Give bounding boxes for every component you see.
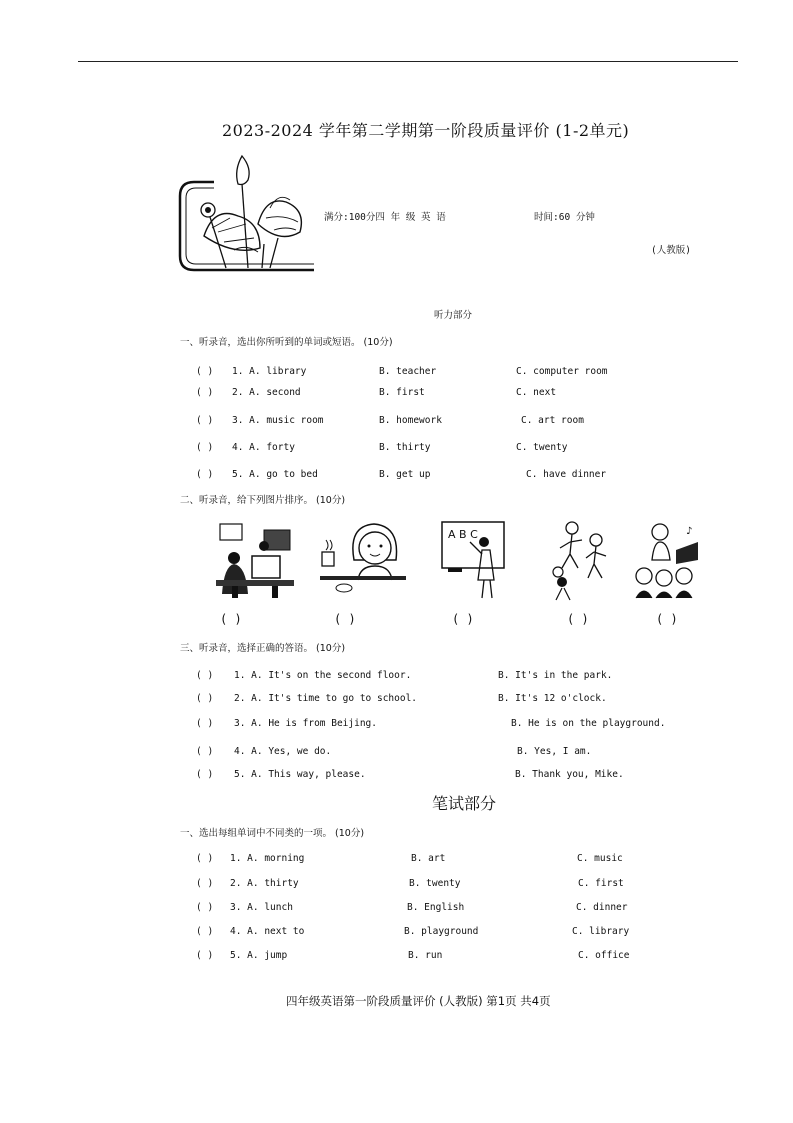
option-c: C. have dinner xyxy=(526,469,607,480)
list-item xyxy=(0,853,793,867)
computer-room-picture-icon xyxy=(212,520,298,600)
option-b: B. first xyxy=(379,387,425,398)
listening-part3-heading: 三、听录音，选择正确的答语。 (10分) xyxy=(180,643,346,654)
option-b: B. get up xyxy=(379,469,431,480)
answer-blank[interactable]: ( ) xyxy=(196,469,214,480)
answer-blank[interactable]: ( ) xyxy=(196,415,214,426)
option-b: B. It's in the park. xyxy=(498,670,613,681)
option-a: 5. A. jump xyxy=(230,950,288,961)
list-item xyxy=(0,950,793,964)
answer-blank[interactable]: ( ) xyxy=(196,902,214,913)
option-a: 1. A. morning xyxy=(230,853,305,864)
option-a: 3. A. music room xyxy=(232,415,324,426)
option-b: B. twenty xyxy=(409,878,461,889)
order-blank-4[interactable]: ( ) xyxy=(567,612,589,626)
option-b: B. Yes, I am. xyxy=(517,746,592,757)
answer-blank[interactable]: ( ) xyxy=(196,366,214,377)
order-blank-1[interactable]: ( ) xyxy=(220,612,242,626)
list-item xyxy=(0,670,793,684)
option-a: 1. A. It's on the second floor. xyxy=(234,670,412,681)
option-b: B. homework xyxy=(379,415,442,426)
option-a: 3. A. lunch xyxy=(230,902,293,913)
list-item xyxy=(0,693,793,707)
option-a: 4. A. forty xyxy=(232,442,295,453)
answer-blank[interactable]: ( ) xyxy=(196,746,214,757)
listening-part1-heading: 一、听录音，选出你所听到的单词或短语。 (10分) xyxy=(180,337,393,348)
answer-blank[interactable]: ( ) xyxy=(196,387,214,398)
option-b: B. thirty xyxy=(379,442,431,453)
answer-blank[interactable]: ( ) xyxy=(196,718,214,729)
answer-blank[interactable]: ( ) xyxy=(196,769,214,780)
option-a: 4. A. Yes, we do. xyxy=(234,746,332,757)
option-a: 2. A. It's time to go to school. xyxy=(234,693,418,704)
page-footer: 四年级英语第一阶段质量评价 (人教版) 第1页 共4页 xyxy=(286,994,551,1008)
option-c: C. art room xyxy=(521,415,584,426)
option-b: B. run xyxy=(408,950,443,961)
answer-blank[interactable]: ( ) xyxy=(196,950,214,961)
option-b: B. He is on the playground. xyxy=(511,718,666,729)
option-c: C. library xyxy=(572,926,630,937)
order-blank-2[interactable]: ( ) xyxy=(334,612,356,626)
order-blank-5[interactable]: ( ) xyxy=(656,612,678,626)
option-a: 2. A. thirty xyxy=(230,878,299,889)
answer-blank[interactable]: ( ) xyxy=(196,878,214,889)
option-c: C. first xyxy=(578,878,624,889)
list-item xyxy=(0,746,793,760)
teacher-board-picture-icon xyxy=(440,520,506,600)
board-text: A B C xyxy=(448,528,478,541)
option-c: C. dinner xyxy=(576,902,628,913)
written-part1-heading: 一、选出每组单词中不同类的一项。 (10分) xyxy=(180,828,365,839)
top-rule xyxy=(78,61,738,62)
order-blank-3[interactable]: ( ) xyxy=(452,612,474,626)
list-item xyxy=(0,366,793,380)
written-section-title: 笔试部分 xyxy=(432,794,497,813)
list-item xyxy=(0,878,793,892)
option-a: 5. A. This way, please. xyxy=(234,769,366,780)
option-c: C. music xyxy=(577,853,623,864)
svg-text:♪: ♪ xyxy=(686,526,693,537)
option-a: 1. A. library xyxy=(232,366,307,377)
kids-playing-picture-icon xyxy=(548,518,612,602)
list-item xyxy=(0,926,793,940)
option-a: 3. A. He is from Beijing. xyxy=(234,718,377,729)
time-info: 时间:60 分钟 xyxy=(534,212,595,223)
music-class-picture-icon xyxy=(632,520,702,600)
option-a: 2. A. second xyxy=(232,387,301,398)
list-item xyxy=(0,718,793,732)
option-c: C. office xyxy=(578,950,630,961)
answer-blank[interactable]: ( ) xyxy=(196,926,214,937)
list-item xyxy=(0,387,793,401)
listening-section-title: 听力部分 xyxy=(434,310,473,321)
edition-label: (人教版) xyxy=(651,245,691,256)
list-item xyxy=(0,469,793,483)
list-item xyxy=(0,442,793,456)
option-a: 4. A. next to xyxy=(230,926,305,937)
option-a: 5. A. go to bed xyxy=(232,469,318,480)
option-c: C. twenty xyxy=(516,442,568,453)
answer-blank[interactable]: ( ) xyxy=(196,693,214,704)
option-b: B. Thank you, Mike. xyxy=(515,769,624,780)
lotus-decoration-icon xyxy=(174,152,316,278)
list-item xyxy=(0,769,793,783)
answer-blank[interactable]: ( ) xyxy=(196,670,214,681)
answer-blank[interactable]: ( ) xyxy=(196,853,214,864)
list-item xyxy=(0,902,793,916)
option-b: B. teacher xyxy=(379,366,437,377)
page-title: 2023-2024 学年第二学期第一阶段质量评价 (1-2单元) xyxy=(222,121,630,140)
option-c: C. computer room xyxy=(516,366,608,377)
option-b: B. playground xyxy=(404,926,479,937)
option-b: B. It's 12 o'clock. xyxy=(498,693,607,704)
option-c: C. next xyxy=(516,387,557,398)
option-b: B. English xyxy=(407,902,465,913)
girl-drinking-picture-icon xyxy=(318,520,408,600)
listening-part2-heading: 二、听录音，给下列图片排序。 (10分) xyxy=(180,495,346,506)
score-info: 满分:100分四 年 级 英 语 xyxy=(324,212,446,223)
answer-blank[interactable]: ( ) xyxy=(196,442,214,453)
list-item xyxy=(0,415,793,429)
option-b: B. art xyxy=(411,853,446,864)
